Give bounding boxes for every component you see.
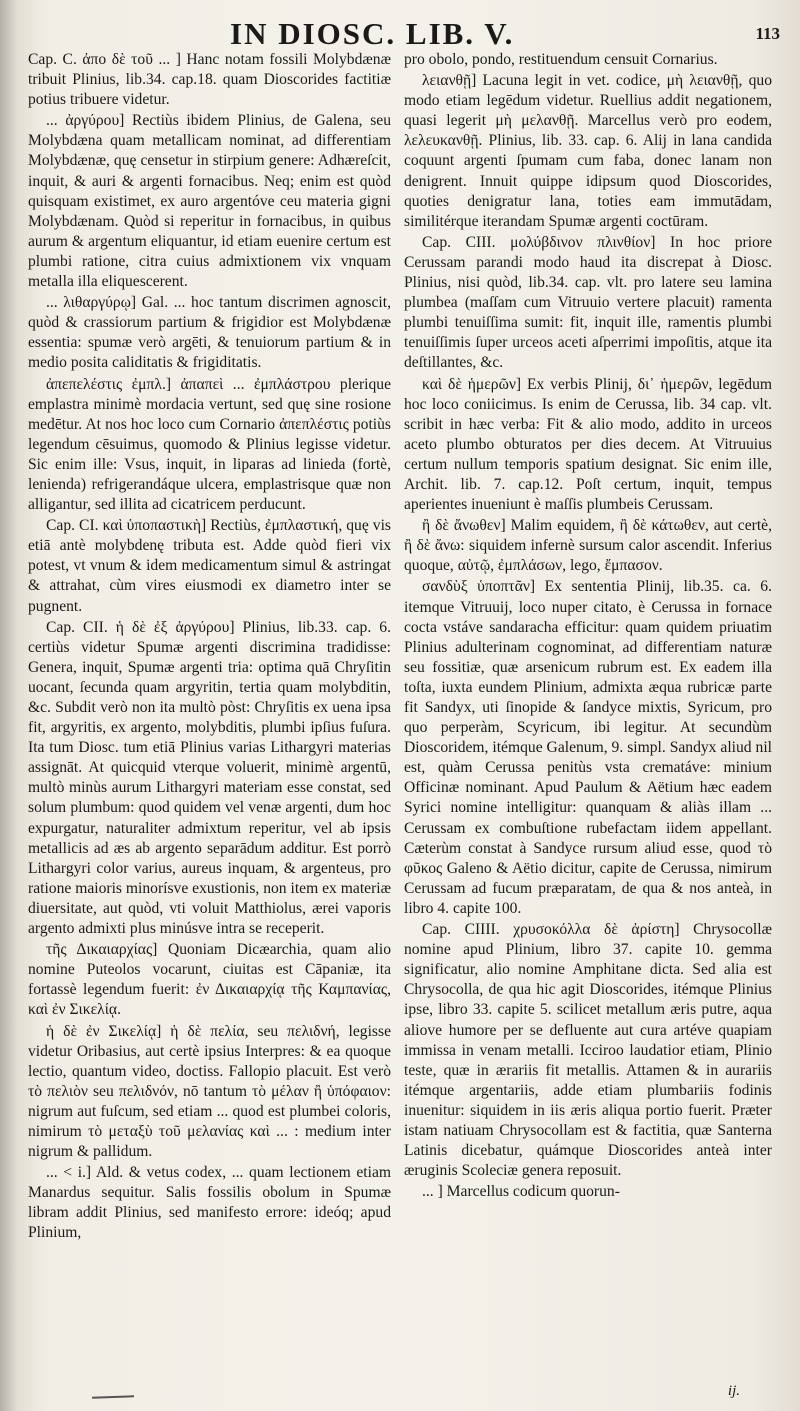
paragraph: σανδὺξ ὑποπτᾶν] Ex sententia Plinij, lib.35. ca. 6. itemque Vitruuij, loco nuper citato, è Cerussa in fornace cocta vstáve sandaracha efficitur: quam quidem priuatim Plinius adulterinam cognominat, ad differentiam naturæ seu fossitiæ, quæ arsenicum rubrum est. Ex eadem illa toſta, iuxta eundem Plinium, admixta æqua rubricæ parte fit Sandyx, uti ſinopide & ſandyce mixtis, Syricum, pro quo perperàm, Scyricum, ibi legitur. At secundùm Dioscoridem, itémque Galenum, 9. simpl. Sandyx aliud nil est, quàm Cerussa penitùs vsta crematáve: minium Officinæ nominant. Apud Paulum & Aëtium hæc eadem Syrici nomine intelligitur: quanquam & aliàs illam ... Cerussam ex combuſtione rubefactam iidem appellant. Cæterùm constat à Sandyce rursum aliud esse, quod τὸ φῦκος Galeno & Aëtio dicitur, capite de Cerussa, nimirum Cerussam ad fucum præparatam, de qua & nos anteà, in libro 4. capite 100. — [404, 578, 772, 917]
paragraph: ... ] Marcellus codicum quorun- — [422, 1183, 620, 1201]
running-head — [0, 12, 800, 52]
paragraph: ... ἀργύρου] Rectiùs ibidem Plinius, de Galena, seu Molybdæna quam metallicam nominat, ad differentiam Molybdænæ, quę censetur in stirpium genere: Adhæreſcit, inquit, & auri & argenti fornacibus. Neq; enim est quòd quisquam existimet, ex auro argentóve ceu materia gigni Molybdænam. Quòd si reperitur in fornacibus, in quibus aurum & argentum eliquantur, id etiam euenire certum est plumbi ratione, citra cuius admixtionem vix vnquam metalla illa eliquescerent. — [28, 112, 391, 291]
paragraph: ... λιθαργύρῳ] Gal. ... hoc tantum discrimen agnoscit, quòd & crassiorum partium & frigidior est Molybdænæ essentia: spumæ verò argēti, & tenuiorum partium & in medio posita caliditatis & frigiditatis. — [28, 294, 391, 372]
paragraph: pro obolo, pondo, restituendum censuit Cornarius. — [404, 51, 718, 68]
right-column — [404, 50, 772, 1203]
running-title: IN DIOSC. LIB. V. — [230, 16, 515, 51]
paragraph: ἡ δὲ ἐν Σικελίᾳ] ἡ δὲ πελία, seu πελιδνή, legisse videtur Oribasius, aut certè ipsius Interpres: & ea quoque lectio, quantum video, doctiss. Fallopio placuit. Est verò τὸ πελιὸν seu πελιδνόν, nō tantum τὸ μέλαν ἢ ὑπόφαιον: nigrum aut fuſcum, sed etiam ... quod est plumbei coloris, nimirum τὸ μεταξὺ τοῦ μελανίας καὶ ... : medium inter nigrum & pallidum. — [28, 1022, 391, 1161]
catchword: ij. — [727, 1383, 740, 1399]
paragraph: λειανθῇ] Lacuna legit in vet. codice, μὴ λειανθῇ, quo modo etiam legēdum videtur. Ruellius addit negationem, quasi legerit μὴ μελανθῇ. Marcellus verò pro eodem, λελευκανθῇ. Plinius, lib. 33. cap. 6. Alij in lana candida coquunt argenti ſpumam cum faba, donec lanam non denigrent. Innuit quippe idipsum quod Dioscorides, quoties denigratur lana, toties eam immutādam, similitérque iterandam Spumæ argenti coctūram. — [404, 72, 772, 230]
paragraph: ... < i.] Ald. & vetus codex, ... quam lectionem etiam Manardus sequitur. Salis fossilis obolum in Spumæ libram addit Plinius, sed manifesto errore: ideóq; apud Plinium, — [28, 1164, 391, 1242]
paragraph: Cap. CII. ἡ δὲ ἐξ ἀργύρου] Plinius, lib.33. cap. 6. certiùs videtur Spumæ argenti discrimina tradidisse: Genera, inquit, Spumæ argenti tria: optima quā Chryſitin uocant, ſecunda quam argyritin, tertia quam molybditin, &c. Subdit verò non ita multò pòst: Chryſitis ex uena ipsa fit, argyritis, ex argento, molybditis, plumbi ipſius fuſura. Ita tum Diosc. tum etiā Plinius varias Lithargyri materias assignāt. At quicquid vterque voluerit, minimè argentū, multò minùs aurum Lithargyri materiam esse constat, sed solum plumbum: quod quidem vel venæ argenti, dum hoc expurgatur, naturaliter admixtum reperitur, vel ab ipsis metallicis ad æs ab argento separādum additur. Est porrò Lithargyri color varius, aureus inquam, & argenteus, pro ratione maioris minorísve exustionis, non item ex materiæ diuersitate, aut quòd, vti voluit Matthiolus, æreі vaporis argento admixti plus minúsve intra se receperit. — [28, 618, 391, 938]
paragraph: καὶ δὲ ἡμερῶν] Ex verbis Plinij, δι᾽ ἡμερῶν, legēdum hoc loco coniicimus. Is enim de Cerussa, lib. 34 cap. vlt. scribit in hæc verba: Fit & alio modo, addito in urceos aceto plumbo obturatos per dies decem. At Vitruuius certum nullum temporis spatium designat. Sic enim ille, Archit. lib. 7. cap.12. Poſt certum, inquit, tempus aperientes inueniunt è maſſis plumbeis Cerussam. — [404, 375, 772, 514]
paragraph: Cap. CIII. μολύβδινον πλινθίον] In hoc priore Cerussam parandi modo haud ita discrepat à Diosc. Plinius, nisi quòd, lib.34. cap. vlt. pro latere seu lamina plumbea (maſſam cum Vitruuio vertere placuit) ramenta plumbi tenuiſſima sumit: fit, inquit ille, ramentis plumbi tenuiſſimis ſuper urceos aceti aſperrimi impoſitis, atque ita deſtillantes, &c. — [404, 233, 772, 372]
left-column — [28, 50, 391, 1245]
page-number: 113 — [755, 24, 780, 43]
gutter-shadow — [0, 0, 18, 1411]
paragraph: Cap. CI. καὶ ὑποπαστικὴ] Rectiùs, ἐμπλαστική, quę vis etiā antè molybdenę tributa est. Adde quòd fieri vix potest, vt vnum & idem medicamentum simul & astringat & attrahat, cùm vires eiusmodi ex diametro inter se pugnent. — [28, 517, 391, 615]
paragraph: τῆς Δικαιαρχίας] Quoniam Dicæarchia, quam alio nomine Puteolos vocarunt, ciuitas est Cāpaniæ, ita fortassè legendum fuerit: ἐν Δικαιαρχίᾳ τῆς Καμπανίας, καὶ ἐν Σικελίᾳ. — [28, 941, 391, 1019]
paragraph: ἀπεπελέστις ἐμπλ.] ἀπαπεὶ ... ἐμπλάστρου plerique emplastra minimè mordacia vertunt, sed quę sine rosione medētur. At nos hoc loco cum Cornario ἀπεπλέστις potiùs legendum cēsuimus, quomodo & Plinius legisse videtur. Sic enim ille: Vsus, inquit, in liparas ad linieda (fortè, lenienda) refrigerandáque ulcera, emplastrisque quæ non alligantur, sed illita ad cicatricem perducunt. — [28, 375, 391, 514]
paragraph: Cap. C. ἀπο δὲ τοῦ ... ] Hanc notam fossili Molybdænæ tribuit Plinius, lib.34. cap.18. quam Dioscorides factitiæ potius tribuere videtur. — [28, 51, 391, 109]
paragraph: ἢ δὲ ἄνωθεν] Malim equidem, ἢ δὲ κάτωθεν, aut certè, ἢ δὲ ἄνω: siquidem infernè sursum calor ascendit. Inferius quoque, αὐτῷ, ἐμπλάσων, lego, ἔμπασον. — [404, 517, 772, 575]
ink-mark — [92, 1395, 134, 1398]
paragraph: Cap. CIIII. χρυσοκόλλα δὲ ἀρίστη] Chrysocollæ nomine apud Plinium, libro 37. capite 10. gemma significatur, alio nomine Amphitane dicta. Sed alia est Chrysocolla, de qua hic agit Dioscorides, itémque Plinius ipse, libro 33. capite 5. scilicet metallum æris putre, aqua aliove humore per se defluente aut cura artéve quapiam immissa in venam metalli. Icciroo laudatior etiam, Plinio teste, quæ in ærariis fit metallis. Attamen & in aurariis itémque argentariis, adde etiam plumbariis fodinis inuenitur: siquidem in iis æris aliqua portio fuerit. Præter istam natiuam Chrysocollam est & factitia, quæ Santerna Latinis dicebatur, quámque Dioscorides anteà inter æruginis Scoleciæ genera reposuit. — [404, 921, 772, 1180]
